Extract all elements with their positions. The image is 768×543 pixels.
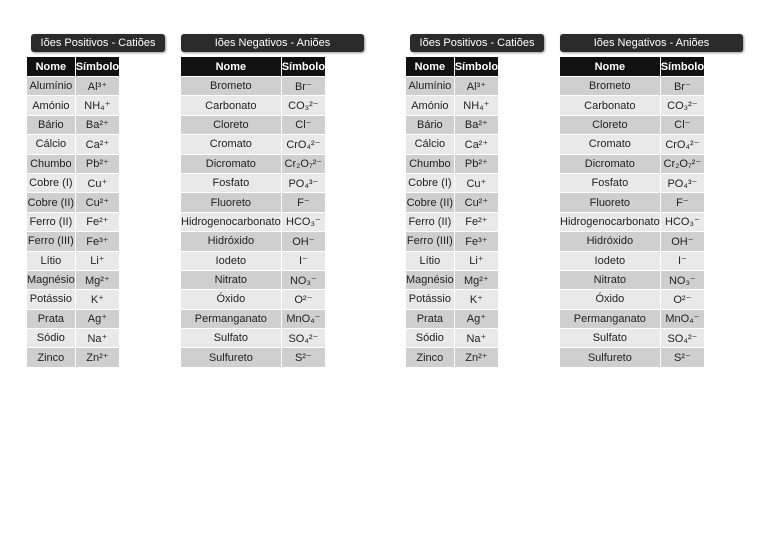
ion-symbol-cell: Zn²⁺ (454, 348, 498, 367)
ion-symbol-cell: Cu⁺ (75, 173, 119, 192)
ion-symbol-cell: Cl⁻ (660, 115, 704, 134)
table-row (27, 154, 120, 173)
table-row (406, 193, 499, 212)
ion-symbol-cell: Li⁺ (454, 251, 498, 270)
table-row (27, 193, 120, 212)
table-row (560, 173, 705, 192)
ion-name-cell: Dicromato (560, 154, 661, 173)
table-row (560, 329, 705, 348)
table-row (560, 348, 705, 367)
table-row (560, 232, 705, 251)
table-row (181, 212, 326, 231)
ion-name-cell: Cobre (I) (27, 173, 76, 192)
ion-symbol-cell: Pb²⁺ (454, 154, 498, 173)
ion-symbol-cell: Al³⁺ (75, 77, 119, 96)
table-row (181, 251, 326, 270)
table-row (27, 329, 120, 348)
table-row (560, 77, 705, 96)
ion-symbol-cell: MnO₄⁻ (660, 309, 704, 328)
ion-symbol-cell: S²⁻ (281, 348, 325, 367)
column-header-symbol: Símbolo (660, 57, 704, 77)
ion-name-cell: Cálcio (406, 135, 455, 154)
table-row (27, 309, 120, 328)
ion-name-cell: Ferro (II) (27, 212, 76, 231)
table-row (406, 154, 499, 173)
ion-name-cell: Fluoreto (181, 193, 282, 212)
table-row (406, 290, 499, 309)
ion-name-cell: Fosfato (181, 173, 282, 192)
ion-name-cell: Bário (27, 115, 76, 134)
anions-table (559, 56, 705, 368)
ion-name-cell: Potássio (27, 290, 76, 309)
cations-title: Iões Positivos - Catiões (31, 34, 165, 52)
table-row (406, 115, 499, 134)
ion-name-cell: Alumínio (406, 77, 455, 96)
table-row (181, 173, 326, 192)
ion-name-cell: Lítio (406, 251, 455, 270)
table-row (560, 115, 705, 134)
ion-name-cell: Chumbo (406, 154, 455, 173)
ion-name-cell: Permanganato (560, 309, 661, 328)
ion-symbol-cell: Ba²⁺ (75, 115, 119, 134)
ion-name-cell: Fosfato (560, 173, 661, 192)
ion-symbol-cell: Cu⁺ (454, 173, 498, 192)
column-header-symbol: Símbolo (281, 57, 325, 77)
table-row (406, 96, 499, 115)
ion-symbol-cell: Fe²⁺ (454, 212, 498, 231)
ion-symbol-cell: PO₄³⁻ (281, 173, 325, 192)
ion-name-cell: Prata (406, 309, 455, 328)
ion-symbol-cell: Ca²⁺ (454, 135, 498, 154)
table-row (27, 290, 120, 309)
ion-symbol-cell: I⁻ (281, 251, 325, 270)
ion-symbol-cell: SO₄²⁻ (660, 329, 704, 348)
ion-name-cell: Magnésio (27, 270, 76, 289)
ion-symbol-cell: Ag⁺ (75, 309, 119, 328)
ion-name-cell: Zinco (27, 348, 76, 367)
table-row (406, 251, 499, 270)
ion-name-cell: Bário (406, 115, 455, 134)
table-row (406, 173, 499, 192)
cations-table (26, 56, 120, 368)
ion-symbol-cell: Mg²⁺ (75, 270, 119, 289)
table-row (27, 96, 120, 115)
ion-name-cell: Zinco (406, 348, 455, 367)
table-row (181, 270, 326, 289)
table-row (181, 290, 326, 309)
table-row (27, 251, 120, 270)
ion-name-cell: Cobre (II) (406, 193, 455, 212)
ion-name-cell: Prata (27, 309, 76, 328)
ion-name-cell: Magnésio (406, 270, 455, 289)
ion-symbol-cell: NH₄⁺ (454, 96, 498, 115)
table-row (27, 232, 120, 251)
ion-symbol-cell: SO₄²⁻ (281, 329, 325, 348)
ion-symbol-cell: MnO₄⁻ (281, 309, 325, 328)
ion-name-cell: Sulfureto (560, 348, 661, 367)
table-row (181, 193, 326, 212)
table-row (406, 212, 499, 231)
ion-symbol-cell: NO₃⁻ (660, 270, 704, 289)
ion-symbol-cell: F⁻ (281, 193, 325, 212)
table-row (181, 329, 326, 348)
ion-symbol-cell: PO₄³⁻ (660, 173, 704, 192)
ion-name-cell: Potássio (406, 290, 455, 309)
ion-symbol-cell: CO₃²⁻ (281, 96, 325, 115)
table-row (560, 135, 705, 154)
table-row (406, 329, 499, 348)
ion-symbol-cell: F⁻ (660, 193, 704, 212)
ion-symbol-cell: O²⁻ (281, 290, 325, 309)
ion-name-cell: Brometo (560, 77, 661, 96)
ion-name-cell: Ferro (III) (27, 232, 76, 251)
ion-name-cell: Hidróxido (560, 232, 661, 251)
ion-name-cell: Cálcio (27, 135, 76, 154)
table-row (560, 251, 705, 270)
ion-name-cell: Cloreto (181, 115, 282, 134)
table-row (27, 173, 120, 192)
table-row (560, 96, 705, 115)
table-row (27, 348, 120, 367)
ion-name-cell: Sódio (27, 329, 76, 348)
column-header-name: Nome (181, 57, 282, 77)
table-row (406, 77, 499, 96)
ion-name-cell: Hidrogenocarbonato (181, 212, 282, 231)
table-row (181, 232, 326, 251)
ion-symbol-cell: Br⁻ (281, 77, 325, 96)
ion-symbol-cell: Ba²⁺ (454, 115, 498, 134)
table-row (27, 212, 120, 231)
ion-symbol-cell: Na⁺ (454, 329, 498, 348)
ion-symbol-cell: CrO₄²⁻ (660, 135, 704, 154)
table-row (560, 290, 705, 309)
ion-name-cell: Fluoreto (560, 193, 661, 212)
ion-name-cell: Cromato (181, 135, 282, 154)
ion-symbol-cell: HCO₃⁻ (660, 212, 704, 231)
anions-table (180, 56, 326, 368)
table-row (27, 77, 120, 96)
cations-table (405, 56, 499, 368)
ion-symbol-cell: CO₃²⁻ (660, 96, 704, 115)
cations-title: Iões Positivos - Catiões (410, 34, 544, 52)
table-row (27, 270, 120, 289)
ion-name-cell: Ferro (III) (406, 232, 455, 251)
ion-name-cell: Carbonato (560, 96, 661, 115)
column-header-name: Nome (27, 57, 76, 77)
ion-symbol-cell: Ag⁺ (454, 309, 498, 328)
ion-symbol-cell: Li⁺ (75, 251, 119, 270)
ion-symbol-cell: K⁺ (454, 290, 498, 309)
ion-symbol-cell: Cu²⁺ (454, 193, 498, 212)
ion-name-cell: Dicromato (181, 154, 282, 173)
ion-name-cell: Sulfato (560, 329, 661, 348)
table-row (181, 77, 326, 96)
ion-symbol-cell: CrO₄²⁻ (281, 135, 325, 154)
ion-name-cell: Brometo (181, 77, 282, 96)
ion-symbol-cell: Br⁻ (660, 77, 704, 96)
ion-symbol-cell: O²⁻ (660, 290, 704, 309)
ion-name-cell: Cobre (I) (406, 173, 455, 192)
table-row (406, 348, 499, 367)
ion-symbol-cell: Cl⁻ (281, 115, 325, 134)
table-row (27, 135, 120, 154)
table-row (560, 270, 705, 289)
ion-symbol-cell: Fe³⁺ (75, 232, 119, 251)
ion-symbol-cell: Ca²⁺ (75, 135, 119, 154)
ion-symbol-cell: OH⁻ (281, 232, 325, 251)
anions-title: Iões Negativos - Aniões (560, 34, 743, 52)
table-row (560, 154, 705, 173)
column-header-symbol: Símbolo (75, 57, 119, 77)
ion-symbol-cell: Zn²⁺ (75, 348, 119, 367)
ion-symbol-cell: Mg²⁺ (454, 270, 498, 289)
ion-name-cell: Iodeto (181, 251, 282, 270)
table-row (560, 193, 705, 212)
ion-name-cell: Lítio (27, 251, 76, 270)
table-row (181, 348, 326, 367)
ion-name-cell: Permanganato (181, 309, 282, 328)
table-row (560, 212, 705, 231)
ion-name-cell: Iodeto (560, 251, 661, 270)
table-row (181, 135, 326, 154)
ion-symbol-cell: Al³⁺ (454, 77, 498, 96)
ion-name-cell: Sulfureto (181, 348, 282, 367)
table-row (181, 115, 326, 134)
ion-name-cell: Chumbo (27, 154, 76, 173)
ion-symbol-cell: Na⁺ (75, 329, 119, 348)
ion-name-cell: Hidrogenocarbonato (560, 212, 661, 231)
ion-symbol-cell: NH₄⁺ (75, 96, 119, 115)
table-row (560, 309, 705, 328)
ion-symbol-cell: Cr₂O₇²⁻ (660, 154, 704, 173)
table-row (406, 232, 499, 251)
ion-name-cell: Cloreto (560, 115, 661, 134)
ion-name-cell: Hidróxido (181, 232, 282, 251)
ion-symbol-cell: HCO₃⁻ (281, 212, 325, 231)
table-row (181, 96, 326, 115)
ion-symbol-cell: Pb²⁺ (75, 154, 119, 173)
ion-name-cell: Sulfato (181, 329, 282, 348)
ion-name-cell: Amónio (406, 96, 455, 115)
ion-name-cell: Óxido (560, 290, 661, 309)
ion-symbol-cell: Fe³⁺ (454, 232, 498, 251)
ion-symbol-cell: NO₃⁻ (281, 270, 325, 289)
ion-symbol-cell: Fe²⁺ (75, 212, 119, 231)
table-row (406, 309, 499, 328)
column-header-symbol: Símbolo (454, 57, 498, 77)
ion-name-cell: Ferro (II) (406, 212, 455, 231)
ion-symbol-cell: Cr₂O₇²⁻ (281, 154, 325, 173)
ion-symbol-cell: Cu²⁺ (75, 193, 119, 212)
ion-name-cell: Carbonato (181, 96, 282, 115)
ion-symbol-cell: I⁻ (660, 251, 704, 270)
anions-title: Iões Negativos - Aniões (181, 34, 364, 52)
ion-name-cell: Óxido (181, 290, 282, 309)
table-row (181, 154, 326, 173)
ion-name-cell: Amónio (27, 96, 76, 115)
ion-name-cell: Nitrato (560, 270, 661, 289)
column-header-name: Nome (560, 57, 661, 77)
ion-name-cell: Cromato (560, 135, 661, 154)
table-row (406, 270, 499, 289)
ion-symbol-cell: OH⁻ (660, 232, 704, 251)
ion-symbol-cell: S²⁻ (660, 348, 704, 367)
ion-name-cell: Cobre (II) (27, 193, 76, 212)
table-row (27, 115, 120, 134)
column-header-name: Nome (406, 57, 455, 77)
ion-symbol-cell: K⁺ (75, 290, 119, 309)
table-row (406, 135, 499, 154)
table-row (181, 309, 326, 328)
ion-name-cell: Sódio (406, 329, 455, 348)
ion-name-cell: Alumínio (27, 77, 76, 96)
ion-name-cell: Nitrato (181, 270, 282, 289)
